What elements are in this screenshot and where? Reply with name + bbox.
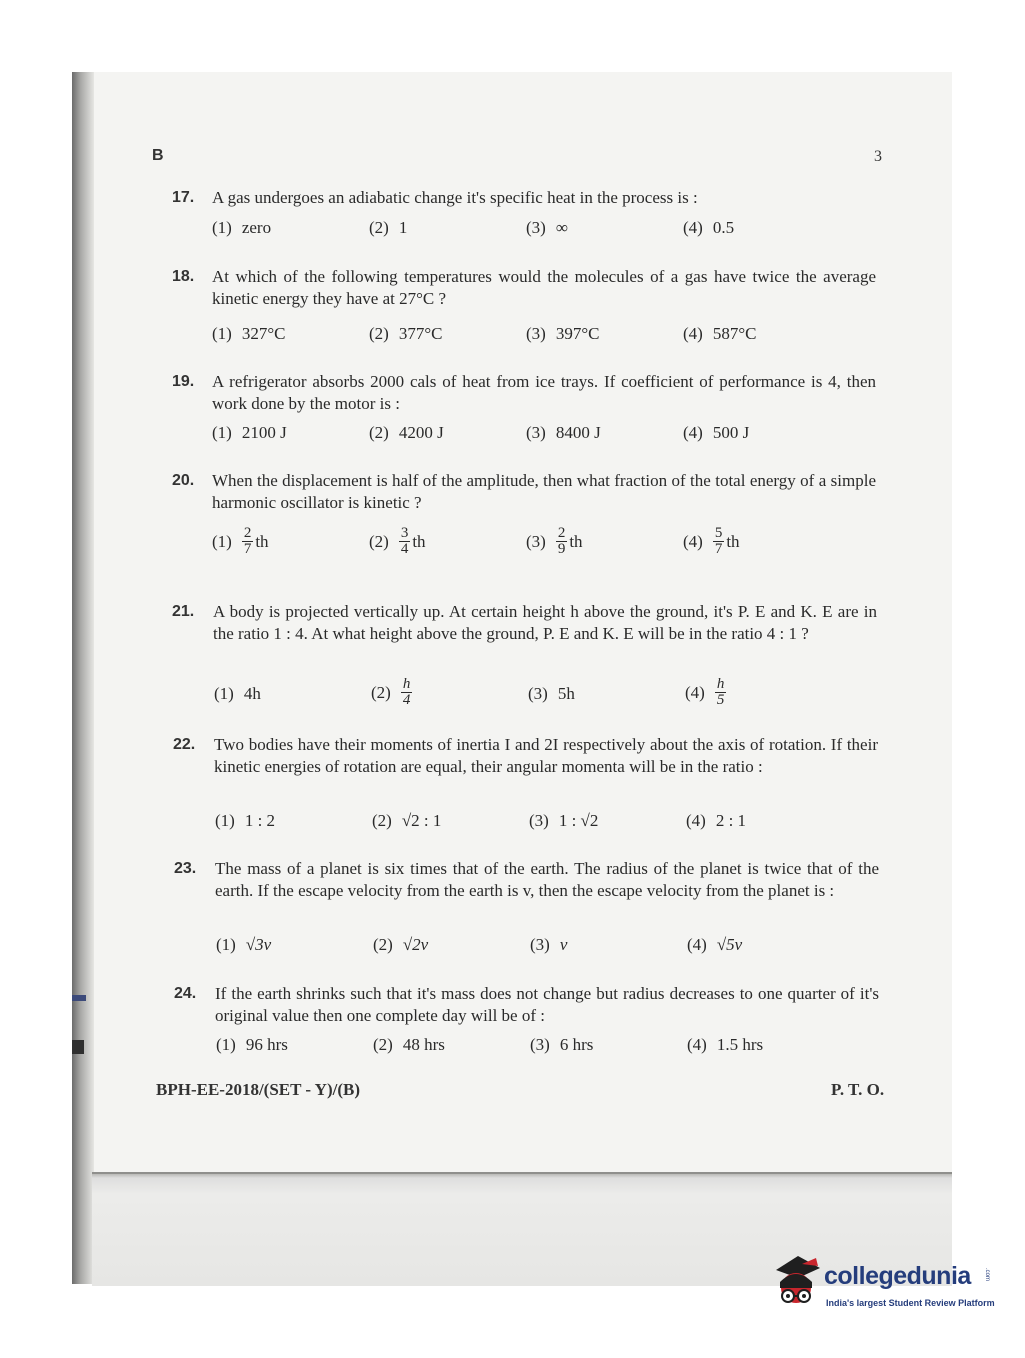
option [369, 423, 444, 443]
option [216, 1035, 288, 1055]
option-value: 4200 J [398, 423, 444, 442]
question-text: A gas undergoes an adiabatic change it's specific heat in the process is : [212, 188, 698, 207]
exam-page [72, 72, 952, 1284]
option-label: (3) [526, 218, 546, 237]
option-label: (3) [528, 684, 548, 703]
option-label: (2) [373, 935, 393, 954]
fraction-numerator: 3 [400, 525, 409, 541]
fraction-numerator: 5 [714, 525, 723, 541]
option-label: (1) [214, 684, 234, 703]
please-turn-over: P. T. O. [831, 1080, 885, 1099]
option [526, 526, 583, 557]
option-label: (4) [686, 811, 706, 830]
fraction-denominator: 9 [557, 541, 566, 557]
fraction [401, 677, 413, 708]
question-number: 22. [173, 736, 196, 753]
option [528, 684, 575, 704]
option-value: √5v [716, 935, 743, 954]
option-label: (1) [215, 811, 235, 830]
fraction-denominator: 4 [400, 541, 409, 557]
question-text: A refrigerator absorbs 2000 cals of heat from ice trays. If coefficient of performance is 4, then work done by the motor is : [212, 372, 876, 413]
option [526, 423, 601, 443]
scan-edge-mark [72, 1040, 84, 1054]
option [372, 811, 441, 831]
option [526, 218, 568, 238]
fraction-numerator: h [402, 676, 411, 692]
page-number: 3 [874, 148, 882, 165]
option-value: 8400 J [555, 423, 601, 442]
question-number: 19. [172, 373, 195, 390]
option-label: (1) [212, 324, 232, 343]
option-label: (2) [372, 811, 392, 830]
question-number: 23. [174, 860, 197, 877]
option-value: 1 [398, 218, 408, 237]
question-number: 24. [174, 985, 197, 1002]
option-value: 500 J [712, 423, 750, 442]
option [529, 811, 598, 831]
option [526, 324, 599, 344]
option-value: 1 : √2 [558, 811, 599, 830]
paper-code: BPH-EE-2018/(SET - Y)/(B) [156, 1080, 361, 1099]
option-label: (1) [212, 531, 232, 551]
option-suffix: th [726, 531, 740, 551]
question-text: A body is projected vertically up. At certain height h above the ground, it's P. E and K. E are in the ratio 1 : 4. At what height above the ground, P. E and K. E will be in the ratio 4 : 1 ? [213, 602, 877, 643]
option-label: (2) [369, 324, 389, 343]
logo-tagline: India's largest Student Review Platform [826, 1298, 995, 1308]
option-label: (3) [530, 935, 550, 954]
option-label: (2) [371, 682, 391, 702]
option-value: 0.5 [712, 218, 735, 237]
option-value: √2 : 1 [401, 811, 442, 830]
option-label: (2) [369, 531, 389, 551]
logo-domain-suffix: .com [984, 1268, 990, 1282]
option-value: ∞ [555, 218, 568, 237]
fraction [713, 526, 725, 557]
option [212, 526, 269, 557]
option-suffix: th [412, 531, 426, 551]
option-value: v [559, 935, 568, 954]
option-label: (3) [526, 531, 546, 551]
option-label: (3) [526, 324, 546, 343]
option-value: 1.5 hrs [716, 1035, 764, 1054]
option [685, 677, 728, 708]
fraction-denominator: 5 [716, 692, 725, 708]
option-label: (4) [683, 324, 703, 343]
option [212, 218, 271, 238]
option-value: √3v [245, 935, 272, 954]
mascot-icon [768, 1252, 824, 1314]
question-number: 20. [172, 472, 195, 489]
option-label: (3) [526, 423, 546, 442]
option-value: 2 : 1 [715, 811, 747, 830]
option [212, 423, 287, 443]
scan-edge-mark [72, 995, 86, 1001]
question-number: 17. [172, 189, 195, 206]
collegedunia-watermark [768, 1252, 998, 1314]
option-value: 48 hrs [402, 1035, 445, 1054]
option [530, 935, 567, 955]
set-label: B [152, 147, 164, 164]
option [216, 935, 271, 955]
option-value: 5h [557, 684, 575, 703]
fraction [715, 677, 727, 708]
option [683, 526, 740, 557]
option [683, 423, 749, 443]
option [212, 324, 285, 344]
option-suffix: th [255, 531, 269, 551]
option-value: 6 hrs [559, 1035, 594, 1054]
option-value: 587°C [712, 324, 757, 343]
option-label: (4) [683, 423, 703, 442]
fraction-denominator: 7 [243, 541, 252, 557]
option-value: 1 : 2 [244, 811, 276, 830]
option-label: (4) [685, 682, 705, 702]
fraction [556, 526, 568, 557]
option [215, 811, 275, 831]
option-label: (1) [216, 1035, 236, 1054]
option [687, 1035, 763, 1055]
option [687, 935, 742, 955]
option-value: 4h [243, 684, 261, 703]
option-label: (3) [529, 811, 549, 830]
fraction-numerator: 2 [557, 525, 566, 541]
option-value: 397°C [555, 324, 600, 343]
option [371, 677, 414, 708]
option-label: (1) [212, 218, 232, 237]
option-label: (4) [683, 531, 703, 551]
option [369, 324, 442, 344]
question-number: 18. [172, 268, 195, 285]
option-label: (2) [369, 218, 389, 237]
scan-edge-shadow [72, 72, 94, 1284]
option-label: (3) [530, 1035, 550, 1054]
option [373, 935, 428, 955]
option-value: 377°C [398, 324, 443, 343]
question-text: When the displacement is half of the amplitude, then what fraction of the total energy of a simple harmonic oscillator is kinetic ? [212, 471, 876, 512]
option-value: 96 hrs [245, 1035, 288, 1054]
option [683, 324, 756, 344]
option-label: (2) [369, 423, 389, 442]
fraction-denominator: 7 [714, 541, 723, 557]
option [373, 1035, 445, 1055]
option-label: (1) [216, 935, 236, 954]
question-number: 21. [172, 603, 195, 620]
option [369, 526, 426, 557]
fraction-numerator: h [716, 676, 725, 692]
option-label: (2) [373, 1035, 393, 1054]
fraction [242, 526, 254, 557]
option-value: √2v [402, 935, 429, 954]
option [686, 811, 746, 831]
question-text: At which of the following temperatures would the molecules of a gas have twice the average kinetic energy they have at 27°C ? [212, 267, 876, 308]
option-label: (4) [683, 218, 703, 237]
option-label: (4) [687, 935, 707, 954]
option [369, 218, 407, 238]
fraction-denominator: 4 [402, 692, 411, 708]
option [214, 684, 261, 704]
question-text: The mass of a planet is six times that of the earth. The radius of the planet is twice that of the earth. If the escape velocity from the earth is v, then the escape velocity from the planet is : [215, 859, 879, 900]
option [683, 218, 734, 238]
option-label: (1) [212, 423, 232, 442]
option-suffix: th [569, 531, 583, 551]
option-value: 327°C [241, 324, 286, 343]
fraction-numerator: 2 [243, 525, 252, 541]
question-text: If the earth shrinks such that it's mass does not change but radius decreases to one quarter of it's original value then one complete day will be of : [215, 984, 879, 1025]
fraction [399, 526, 411, 557]
option-label: (4) [687, 1035, 707, 1054]
question-text: Two bodies have their moments of inertia I and 2I respectively about the axis of rotation. If their kinetic energies of rotation are equal, their angular momenta will be in the ratio : [214, 735, 878, 776]
logo-wordmark: collegedunia [824, 1262, 971, 1290]
option [530, 1035, 593, 1055]
option-value: 2100 J [241, 423, 287, 442]
option-value: zero [241, 218, 272, 237]
